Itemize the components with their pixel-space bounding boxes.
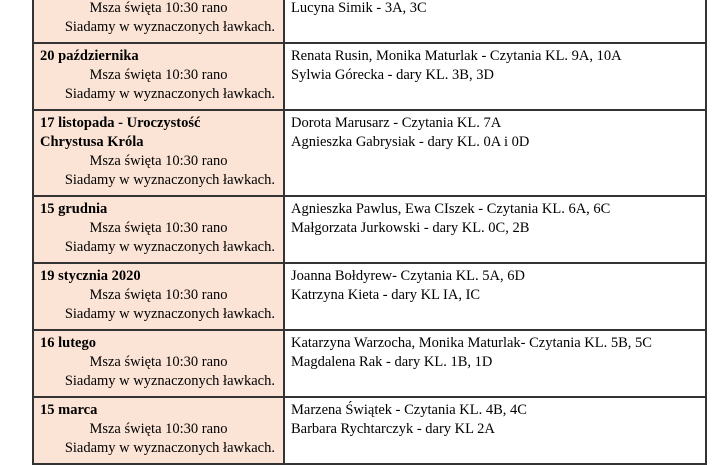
seating-note: Siadamy w wyznaczonych ławkach.: [64, 19, 275, 35]
mass-schedule-table: [32, 0, 707, 465]
table-row: [33, 397, 706, 464]
date-title: 19 stycznia 2020: [40, 268, 141, 284]
assignment-cell: [284, 397, 706, 464]
date-title: 16 lutego: [40, 335, 96, 351]
date-title: 17 listopada - Uroczystość: [40, 115, 201, 131]
date-title-continued: Chrystusa Króla: [40, 134, 144, 150]
mass-time: Msza święta 10:30 rano: [89, 287, 228, 303]
date-title: 15 grudnia: [40, 201, 108, 217]
assignment-cell: [284, 110, 706, 196]
seating-note: Siadamy w wyznaczonych ławkach.: [64, 86, 275, 102]
mass-time: Msza święta 10:30 rano: [89, 0, 228, 16]
seating-note: Siadamy w wyznaczonych ławkach.: [64, 440, 275, 456]
gifts-assignment: Katrzyna Kieta - dary KL IA, IC: [291, 287, 481, 303]
assignment-line: Lucyna Simik - 3A, 3C: [291, 0, 427, 16]
assignment-cell: [284, 196, 706, 263]
gifts-assignment: Barbara Rychtarczyk - dary KL 2A: [291, 421, 495, 437]
mass-time: Msza święta 10:30 rano: [89, 421, 228, 437]
table-row: [33, 43, 706, 110]
seating-note: Siadamy w wyznaczonych ławkach.: [64, 306, 275, 322]
readings-assignment: Dorota Marusarz - Czytania KL. 7A: [291, 115, 502, 131]
assignment-cell: [284, 43, 706, 110]
table-row: [33, 263, 706, 330]
table-row: [33, 196, 706, 263]
assignment-cell: [284, 263, 706, 330]
readings-assignment: Marzena Świątek - Czytania KL. 4B, 4C: [291, 402, 527, 418]
date-cell: [33, 43, 284, 110]
readings-assignment: Renata Rusin, Monika Maturlak - Czytania KL. 9A, 10A: [291, 48, 622, 64]
date-cell: [33, 263, 284, 330]
readings-assignment: Joanna Bołdyrew- Czytania KL. 5A, 6D: [291, 268, 525, 284]
readings-assignment: Katarzyna Warzocha, Monika Maturlak- Czytania KL. 5B, 5C: [291, 335, 652, 351]
date-cell: [33, 397, 284, 464]
date-cell: [33, 110, 284, 196]
gifts-assignment: Magdalena Rak - dary KL. 1B, 1D: [291, 354, 493, 370]
date-title: 20 października: [40, 48, 139, 64]
mass-time: Msza święta 10:30 rano: [89, 220, 228, 236]
seating-note: Siadamy w wyznaczonych ławkach.: [64, 172, 275, 188]
mass-time: Msza święta 10:30 rano: [89, 354, 228, 370]
date-cell: [33, 330, 284, 397]
table-row: [33, 110, 706, 196]
assignment-cell: [284, 330, 706, 397]
seating-note: Siadamy w wyznaczonych ławkach.: [64, 239, 275, 255]
gifts-assignment: Agnieszka Gabrysiak - dary KL. 0A i 0D: [291, 134, 530, 150]
seating-note: Siadamy w wyznaczonych ławkach.: [64, 373, 275, 389]
mass-time: Msza święta 10:30 rano: [89, 153, 228, 169]
gifts-assignment: Sylwia Górecka - dary KL. 3B, 3D: [291, 67, 494, 83]
table-row: [33, 330, 706, 397]
gifts-assignment: Małgorzata Jurkowski - dary KL. 0C, 2B: [291, 220, 530, 236]
mass-time: Msza święta 10:30 rano: [89, 67, 228, 83]
table-row: [33, 0, 706, 43]
date-cell: [33, 196, 284, 263]
assignment-cell: [284, 0, 706, 43]
readings-assignment: Agnieszka Pawlus, Ewa CIszek - Czytania KL. 6A, 6C: [291, 201, 611, 217]
date-cell: [33, 0, 284, 43]
date-title: 15 marca: [40, 402, 98, 418]
